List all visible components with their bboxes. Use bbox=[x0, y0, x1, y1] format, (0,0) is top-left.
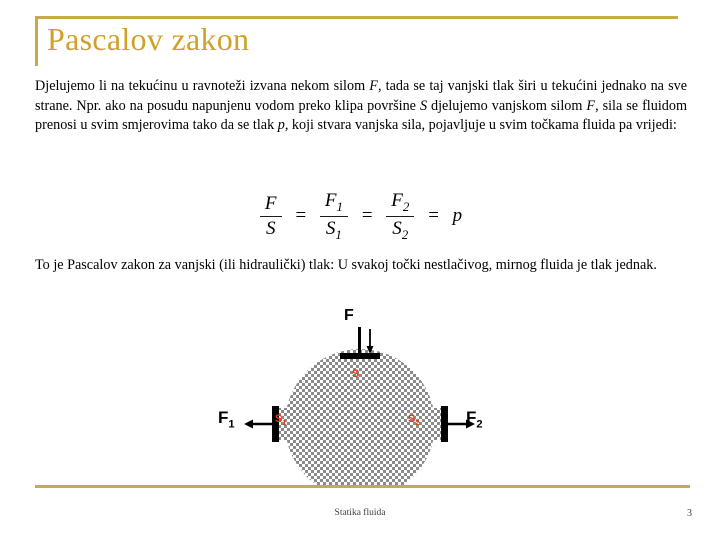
right-piston-plate bbox=[441, 406, 448, 442]
paragraph-1-text-2: , tada se taj vanjski tlak širi u tekućini jednako na sve strane. Npr. ako na posudu napunjenu vodom preko klipa površine bbox=[35, 78, 688, 114]
fraction-numerator-F1 bbox=[320, 190, 348, 217]
paragraph-1-variable-F-2: F bbox=[586, 97, 596, 114]
paragraph-1-variable-S: S bbox=[419, 97, 428, 114]
fraction-F-over-S bbox=[260, 193, 282, 240]
denominator-S2-subscript: 2 bbox=[401, 226, 409, 242]
paragraph-1-text-4: , sila se fluidom prenosi u svim smjerovima tako da se tlak bbox=[35, 97, 687, 133]
paragraph-1-variable-F-1: F bbox=[369, 78, 378, 94]
fraction-denominator-S1 bbox=[320, 217, 348, 243]
paragraph-1-variable-p: p, bbox=[277, 117, 289, 133]
top-piston-rod bbox=[358, 327, 361, 354]
body-paragraph-1 bbox=[35, 77, 687, 136]
formula-result-p: p bbox=[452, 205, 463, 227]
page-title: Pascalov zakon bbox=[47, 21, 250, 57]
area-label-S2 bbox=[408, 413, 419, 427]
denominator-S1-base: S bbox=[325, 217, 336, 239]
footer-rule-bottom bbox=[35, 485, 690, 488]
top-piston-plate bbox=[340, 353, 380, 359]
numerator-F2-base: F bbox=[391, 190, 403, 211]
force-label-F1-subscript: 1 bbox=[228, 418, 235, 431]
footer-page-number: 3 bbox=[687, 508, 692, 519]
body-paragraph-2: To je Pascalov zakon za vanjski (ili hidraulički) tlak: U svakoj točki nestlačivog, mirnog fluida je tlak jednak. bbox=[35, 257, 657, 273]
area-label-S1 bbox=[275, 413, 286, 427]
equals-sign-3: = bbox=[427, 205, 440, 227]
equals-sign-2: = bbox=[360, 205, 374, 227]
numerator-F1-subscript: 1 bbox=[336, 198, 343, 214]
paragraph-1-text-1: Djelujemo li na tekućinu u ravnoteži izvana nekom silom bbox=[35, 78, 370, 94]
hydraulic-press-svg bbox=[200, 305, 520, 485]
area-label-S: S bbox=[352, 368, 360, 380]
force-label-F2-base: F bbox=[466, 408, 477, 427]
footer-subject: Statika fluida bbox=[334, 508, 386, 518]
denominator-S1-subscript: 1 bbox=[335, 226, 342, 242]
area-label-S1-subscript: 1 bbox=[282, 418, 287, 428]
hydraulic-press-diagram bbox=[200, 305, 520, 485]
numerator-F1-base: F bbox=[324, 190, 337, 211]
fraction-denominator-S2 bbox=[386, 217, 414, 243]
force-label-F: F bbox=[344, 307, 354, 324]
area-label-S1-base: S bbox=[275, 413, 283, 425]
numerator-F2-subscript: 2 bbox=[402, 198, 410, 214]
equals-sign-1: = bbox=[294, 205, 308, 227]
force-label-F2 bbox=[466, 408, 483, 430]
fraction-numerator-F: F bbox=[260, 193, 282, 217]
paragraph-1-text-3: djelujemo vanjskom silom bbox=[427, 97, 587, 114]
paragraph-1-text-5: koji stvara vanjska sila, pojavljuje u svim točkama fluida pa vrijedi: bbox=[288, 117, 677, 133]
fraction-F1-over-S1 bbox=[320, 190, 348, 242]
fraction-denominator-S: S bbox=[265, 217, 276, 239]
force-label-F1-base: F bbox=[218, 408, 229, 427]
fraction-F2-over-S2 bbox=[386, 190, 414, 242]
area-label-S2-base: S bbox=[408, 413, 416, 425]
fraction-numerator-F2 bbox=[386, 190, 414, 217]
header-rule-left bbox=[35, 16, 38, 66]
area-label-S2-subscript: 2 bbox=[415, 418, 420, 428]
pascal-law-formula bbox=[0, 190, 720, 242]
left-force-arrow-head bbox=[244, 420, 253, 429]
force-label-F1 bbox=[218, 408, 235, 430]
force-label-F2-subscript: 2 bbox=[476, 418, 483, 431]
denominator-S2-base: S bbox=[392, 217, 402, 239]
